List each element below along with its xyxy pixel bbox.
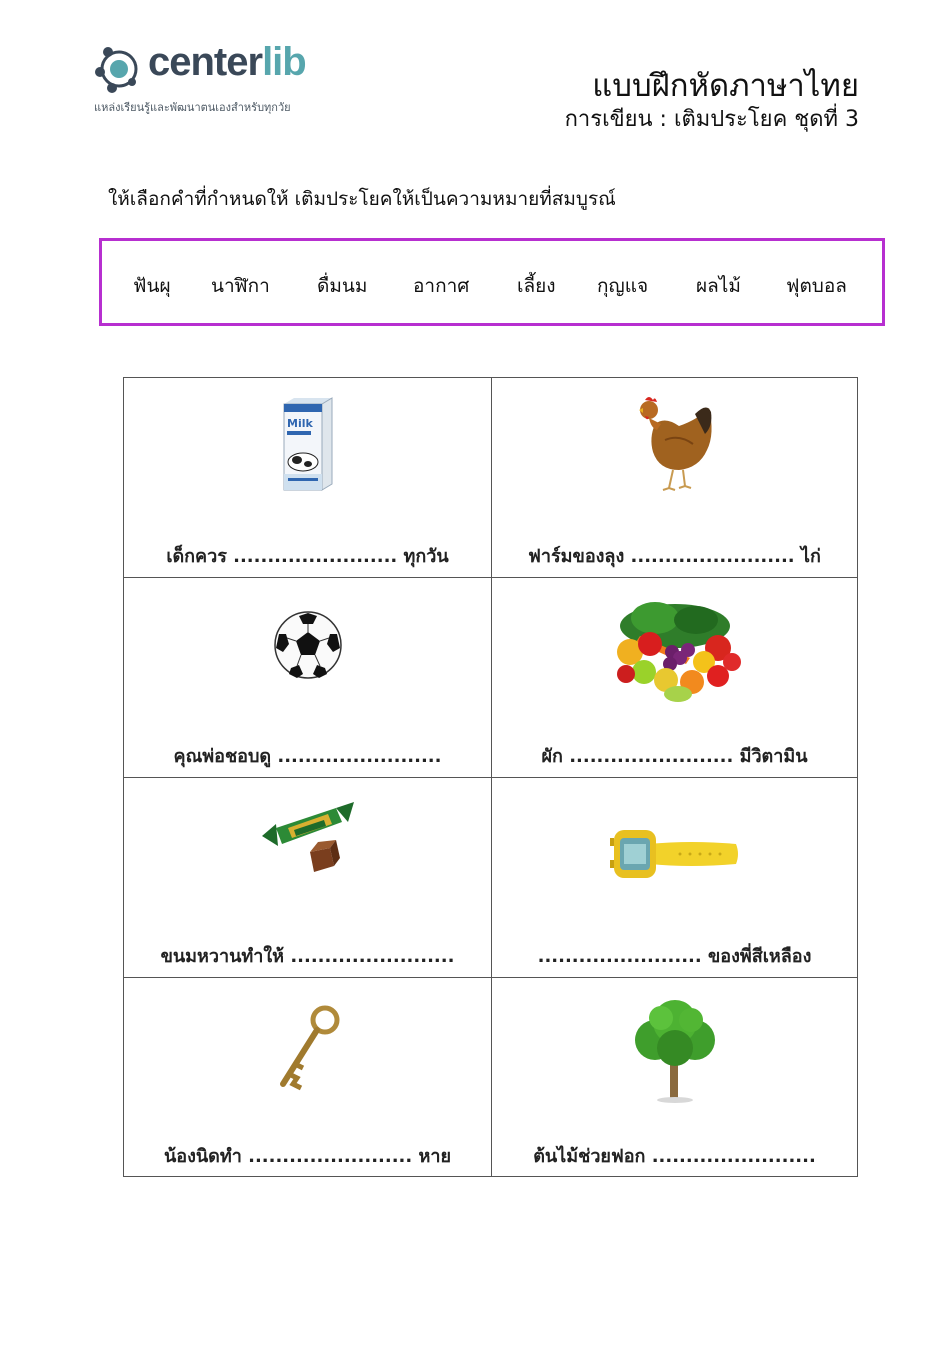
word-bank-item: ผลไม้	[696, 275, 741, 297]
logo-tagline: แหล่งเรียนรู้และพัฒนาตนเองสำหรับทุกวัย	[94, 101, 291, 114]
exercise-cell-milk	[124, 378, 491, 578]
svg-text:Milk: Milk	[286, 417, 313, 430]
centerlib-logo	[92, 40, 342, 120]
exercise-cell-chicken	[491, 378, 858, 578]
word-bank-item: ฟุตบอล	[786, 275, 847, 297]
milk-carton-icon	[278, 394, 338, 494]
sentence-text: ขนมหวานทำให้ ........................	[160, 946, 455, 967]
sentence-text: คุณพ่อชอบดู ........................	[173, 746, 442, 767]
exercise-cell-watch	[491, 778, 858, 978]
word-bank-item: ฟันผุ	[133, 275, 171, 297]
sentence-text: ผัก ........................ มีวิตามิน	[541, 746, 808, 767]
worksheet-title: แบบฝึกหัดภาษาไทย	[592, 68, 859, 104]
sentence-text: น้องนิดทำ ........................ หาย	[163, 1146, 452, 1167]
worksheet-subtitle: การเขียน : เติมประโยค ชุดที่ 3	[564, 107, 859, 132]
exercise-cell-soccer	[124, 578, 491, 778]
exercise-cell-key	[124, 978, 491, 1178]
exercise-cell-tree	[491, 978, 858, 1178]
soccer-ball-icon	[273, 610, 343, 680]
instruction-text: ให้เลือกคำที่กำหนดให้ เติมประโยคให้เป็นความหมายที่สมบูรณ์	[108, 188, 616, 210]
sentence-text: ........................ ของพี่สีเหลือง	[537, 946, 812, 967]
sentence-text: ฟาร์มของลุง ........................ ไก่	[528, 546, 821, 567]
logo-mark-icon	[92, 42, 146, 96]
fruits-vegetables-icon	[600, 596, 750, 706]
logo-wordmark	[148, 40, 306, 85]
sentence-text: เด็กควร ........................ ทุกวัน	[166, 546, 449, 567]
wristwatch-icon	[610, 824, 740, 884]
exercise-grid	[123, 377, 858, 1177]
word-bank-item: เลี้ยง	[517, 275, 556, 297]
logo-word-lib: lib	[262, 40, 306, 84]
sentence-text: ต้นไม้ช่วยฟอก ........................	[533, 1146, 816, 1167]
tree-icon	[625, 996, 725, 1106]
exercise-cell-fruits	[491, 578, 858, 778]
word-bank	[99, 238, 885, 326]
chicken-icon	[635, 394, 715, 494]
candy-icon	[258, 796, 358, 886]
logo-word-center: center	[148, 40, 263, 84]
exercise-cell-candy	[124, 778, 491, 978]
key-icon	[273, 1004, 343, 1094]
word-bank-item: นาฬิกา	[211, 275, 270, 297]
word-bank-item: อากาศ	[413, 275, 470, 297]
word-bank-item: กุญแจ	[597, 275, 649, 297]
word-bank-item: ดื่มนม	[317, 275, 368, 297]
